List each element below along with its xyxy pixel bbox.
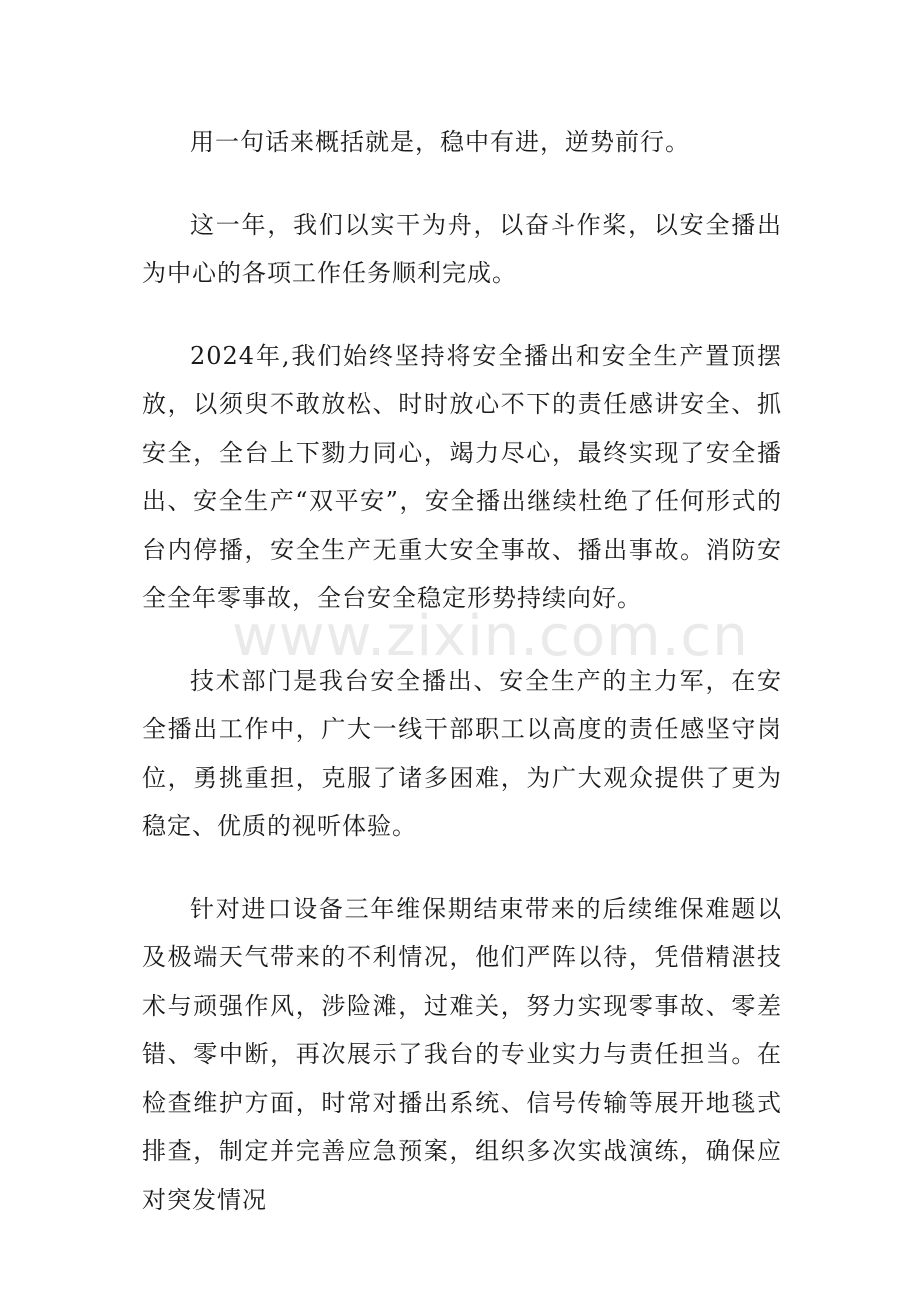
watermark: www.zixin.com.cn <box>232 604 749 669</box>
paragraph-1: 用一句话来概括就是，稳中有进，逆势前行。 <box>190 128 690 156</box>
paragraph-4: 技术部门是我台安全播出、安全生产的主力军，在安全播出工作中，广大一线干部职工以高度的责任感坚守岗位，勇挑重担，克服了诸多困难，为广大观众提供了更为稳定、优质的视听体验。 <box>142 666 782 840</box>
paragraph-5: 针对进口设备三年维保期结束带来的后续维保难题以及极端天气带来的不利情况，他们严阵以待，凭借精湛技术与顽强作风，涉险滩，过难关，努力实现零事故、零差错、零中断，再次展示了我台的专业实力与责任担当。在检查维护方面，时常对播出系统、信号传输等展开地毯式排查，制定并完善应急预案，组织多次实战演练，确保应对突发情况 <box>142 894 782 1214</box>
document-body <box>142 118 782 1258</box>
paragraph-2: 这一年，我们以实干为舟，以奋斗作桨，以安全播出为中心的各项工作任务顺利完成。 <box>142 210 782 287</box>
paragraph-3: 2024年,我们始终坚持将安全播出和安全生产置顶摆放，以须臾不敢放松、时时放心不下的责任感讲安全、抓安全，全台上下勠力同心，竭力尽心，最终实现了安全播出、安全生产“双平安”，安全播出继续杜绝了任何形式的台内停播，安全生产无重大安全事故、播出事故。消防安全全年零事故，全台安全稳定形势持续向好。 <box>142 341 782 612</box>
